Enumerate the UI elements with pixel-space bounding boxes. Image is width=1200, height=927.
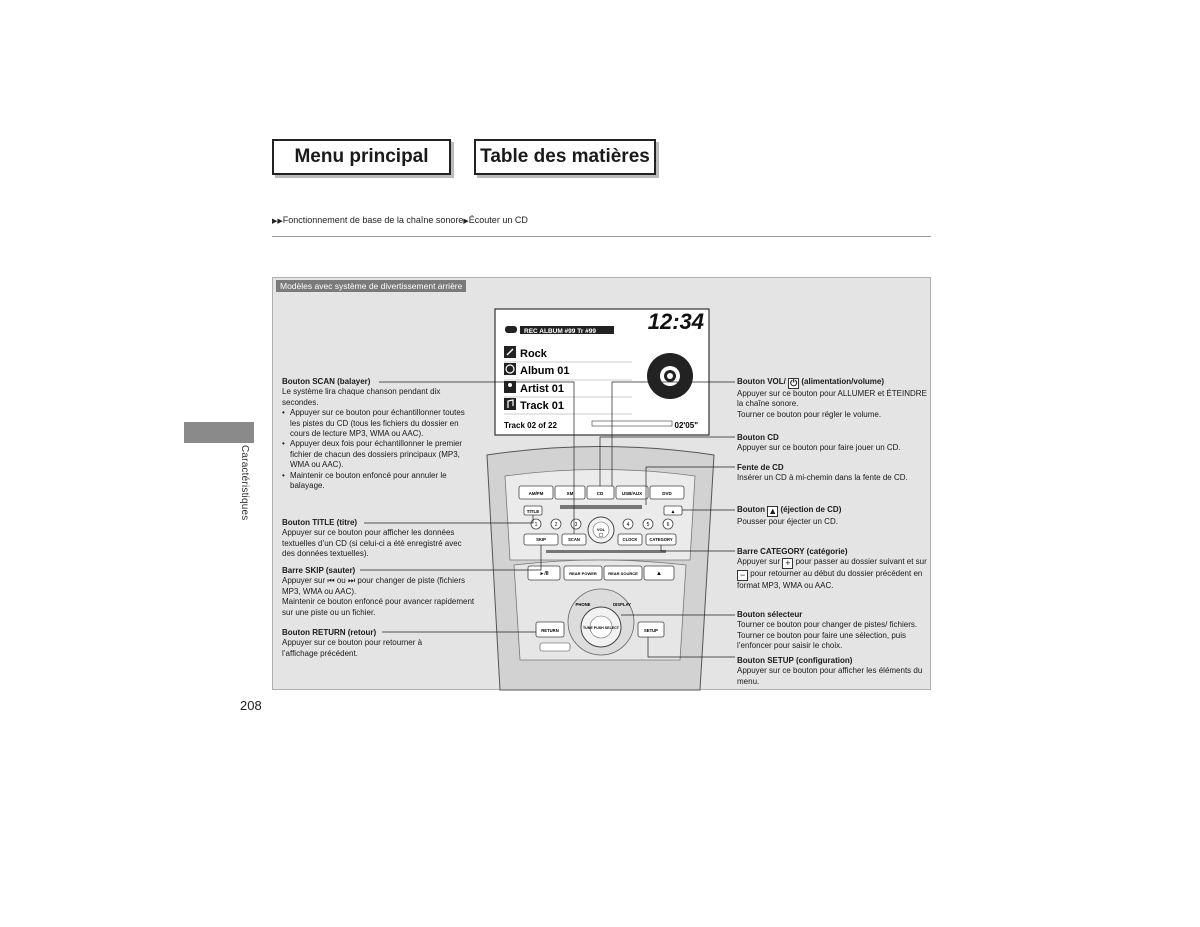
- cd-text: Appuyer sur ce bouton pour faire jouer un CD.: [737, 443, 901, 453]
- disc-icon: [647, 353, 693, 399]
- title-label: TITLE: [526, 509, 540, 514]
- scan-bullet: • Maintenir ce bouton enfoncé pour annuler le balayage.: [282, 471, 477, 492]
- main-menu-button[interactable]: Menu principal: [272, 139, 451, 175]
- skip-label: SKIP: [536, 537, 546, 542]
- vol-annotation: [737, 377, 927, 420]
- eject-title: Bouton ▲ (éjection de CD): [737, 505, 842, 516]
- return-title: Bouton RETURN (retour): [282, 628, 377, 637]
- clock-label: CLOCK: [622, 537, 638, 542]
- amfm-label: AM/FM: [528, 491, 544, 496]
- breadcrumb-arrow-icon: ▶: [463, 218, 469, 225]
- rear-power-label: REAR POWER: [569, 571, 597, 576]
- dvd-label: DVD: [662, 491, 672, 496]
- scan-annotation: [282, 377, 477, 491]
- setup-title: Bouton SETUP (configuration): [737, 656, 853, 665]
- tune-label: TUNE PUSH SELECT: [583, 626, 619, 630]
- vol-text-1: Appuyer sur ce bouton pour ALLUMER et ÉTEINDRE la chaîne sonore.: [737, 389, 927, 409]
- row-genre-text: Rock: [520, 348, 547, 360]
- row-album-text: Album 01: [520, 365, 570, 377]
- skip-text-b: ou: [336, 576, 346, 586]
- slot-title: Fente de CD: [737, 463, 784, 472]
- cd-annotation: [737, 433, 927, 454]
- row-artist-text: Artist 01: [520, 383, 565, 395]
- skip-forward-icon: ⏭: [347, 576, 356, 586]
- selector-title: Bouton sélecteur: [737, 610, 803, 619]
- setup-text: Appuyer sur ce bouton pour afficher les éléments du menu.: [737, 666, 923, 686]
- play-pause-label: ►/II: [539, 571, 549, 577]
- preset-4-label: 4: [626, 522, 630, 528]
- title-annotation: [282, 518, 467, 560]
- category-text: Appuyer sur + pour passer au dossier suivant et sur − pour retourner au début du dossier précédent en format MP3, WMA ou AAC.: [737, 557, 927, 591]
- skip-text: [282, 576, 477, 597]
- chapter-label: Caractéristiques: [239, 445, 250, 521]
- source-button-row: [519, 486, 684, 499]
- skip-text-c: pour changer de piste (fichiers MP3, WMA ou AAC).: [282, 576, 466, 596]
- plus-icon: +: [782, 558, 793, 569]
- aux-jack: [540, 643, 570, 651]
- skip-text-a: Appuyer sur: [282, 576, 326, 586]
- breadcrumb-link-audio[interactable]: Fonctionnement de base de la chaîne sonore: [282, 215, 464, 225]
- skip-back-icon: ⏮: [327, 576, 335, 586]
- display-label: DISPLAY: [613, 602, 631, 607]
- row-track-text: Track 01: [520, 400, 565, 412]
- usb-aux-label: USB/AUX: [621, 491, 643, 496]
- xm-label: XM: [566, 491, 574, 496]
- preset-5-label: 5: [646, 522, 650, 528]
- scan-text: Le système lira chaque chanson pendant dix secondes.: [282, 387, 441, 407]
- cd-label: CD: [596, 491, 604, 496]
- setup-label: SETUP: [644, 628, 658, 633]
- preset-3-label: 3: [574, 522, 578, 528]
- model-tag: Modèles avec système de divertissement arrière: [276, 280, 466, 292]
- category-annotation: [737, 547, 927, 592]
- return-label: RETURN: [541, 628, 559, 633]
- selector-text: Tourner ce bouton pour changer de pistes/ fichiers. Tourner ce bouton pour faire une sélection, puis l’enfoncer pour saisir le choix.: [737, 620, 918, 651]
- return-text: Appuyer sur ce bouton pour retourner à l’affichage précédent.: [282, 638, 423, 658]
- display-clock: 12:34: [647, 309, 704, 334]
- preset-1-label: 1: [534, 522, 538, 528]
- preset-2-label: 2: [554, 522, 558, 528]
- preset-6-label: 6: [666, 522, 670, 528]
- category-title: Barre CATEGORY (catégorie): [737, 547, 848, 556]
- power-icon: ⏻: [790, 378, 798, 388]
- vol-title: Bouton VOL/ ⏻ (alimentation/volume): [737, 377, 885, 388]
- cd-title: Bouton CD: [737, 433, 779, 442]
- selector-annotation: [737, 610, 927, 652]
- scan-bullet: • Appuyer deux fois pour échantillonner le premier fichier de chacun des dossiers principaux (MP3, WMA ou AAC).: [282, 439, 477, 470]
- cd-slot[interactable]: [560, 505, 642, 509]
- progress-bar: [592, 421, 672, 426]
- minus-icon: −: [737, 570, 748, 581]
- page-number: 208: [240, 698, 262, 713]
- skip-title: Barre SKIP (sauter): [282, 566, 356, 575]
- toc-button[interactable]: Table des matières: [474, 139, 656, 175]
- eject-text: Pousser pour éjecter un CD.: [737, 517, 838, 526]
- slot-annotation: [737, 463, 927, 484]
- eject-annotation: [737, 505, 927, 527]
- title-btn-title: Bouton TITLE (titre): [282, 518, 358, 527]
- display-track-info: Track 02 of 22: [504, 421, 557, 430]
- display-time: 02'05": [674, 421, 698, 430]
- slot-text: Insérer un CD à mi-chemin dans la fente de CD.: [737, 473, 908, 483]
- rear-eject-glyph: ▲: [656, 571, 662, 577]
- skip-annotation: [282, 566, 477, 618]
- title-btn-text: Appuyer sur ce bouton pour afficher les données textuelles d’un CD (si celui-ci a été enregistré avec des données textuelles).: [282, 528, 462, 559]
- eject-icon: ▲: [768, 506, 778, 516]
- skip-text-2: Maintenir ce bouton enfoncé pour avancer rapidement sur une piste ou un fichier.: [282, 597, 475, 617]
- return-annotation: [282, 628, 457, 659]
- rear-source-label: REAR SOURCE: [608, 571, 638, 576]
- breadcrumb-current: Écouter un CD: [468, 215, 528, 225]
- scan-bullets: [282, 408, 477, 491]
- vol-label: VOL: [596, 527, 606, 532]
- breadcrumb-arrow-icon: ▶▶: [272, 218, 283, 225]
- category-label: CATEGORY: [649, 537, 673, 542]
- display-status: REC ALBUM #99 Tr #99: [524, 328, 597, 335]
- scan-bullet: • Appuyer sur ce bouton pour échantillonner toutes les pistes du CD (tous les fichiers du dossier en cours de lecture MP3, WMA ou AAC).: [282, 408, 477, 439]
- vol-text-2: Tourner ce bouton pour régler le volume.: [737, 409, 882, 419]
- scan-label: SCAN: [568, 537, 580, 542]
- audio-display: [495, 309, 709, 435]
- dvd-slot[interactable]: [546, 550, 666, 553]
- eject-glyph: ▲: [670, 509, 676, 515]
- scan-title: Bouton SCAN (balayer): [282, 377, 371, 386]
- setup-annotation: [737, 656, 927, 687]
- phone-label: PHONE: [575, 602, 591, 607]
